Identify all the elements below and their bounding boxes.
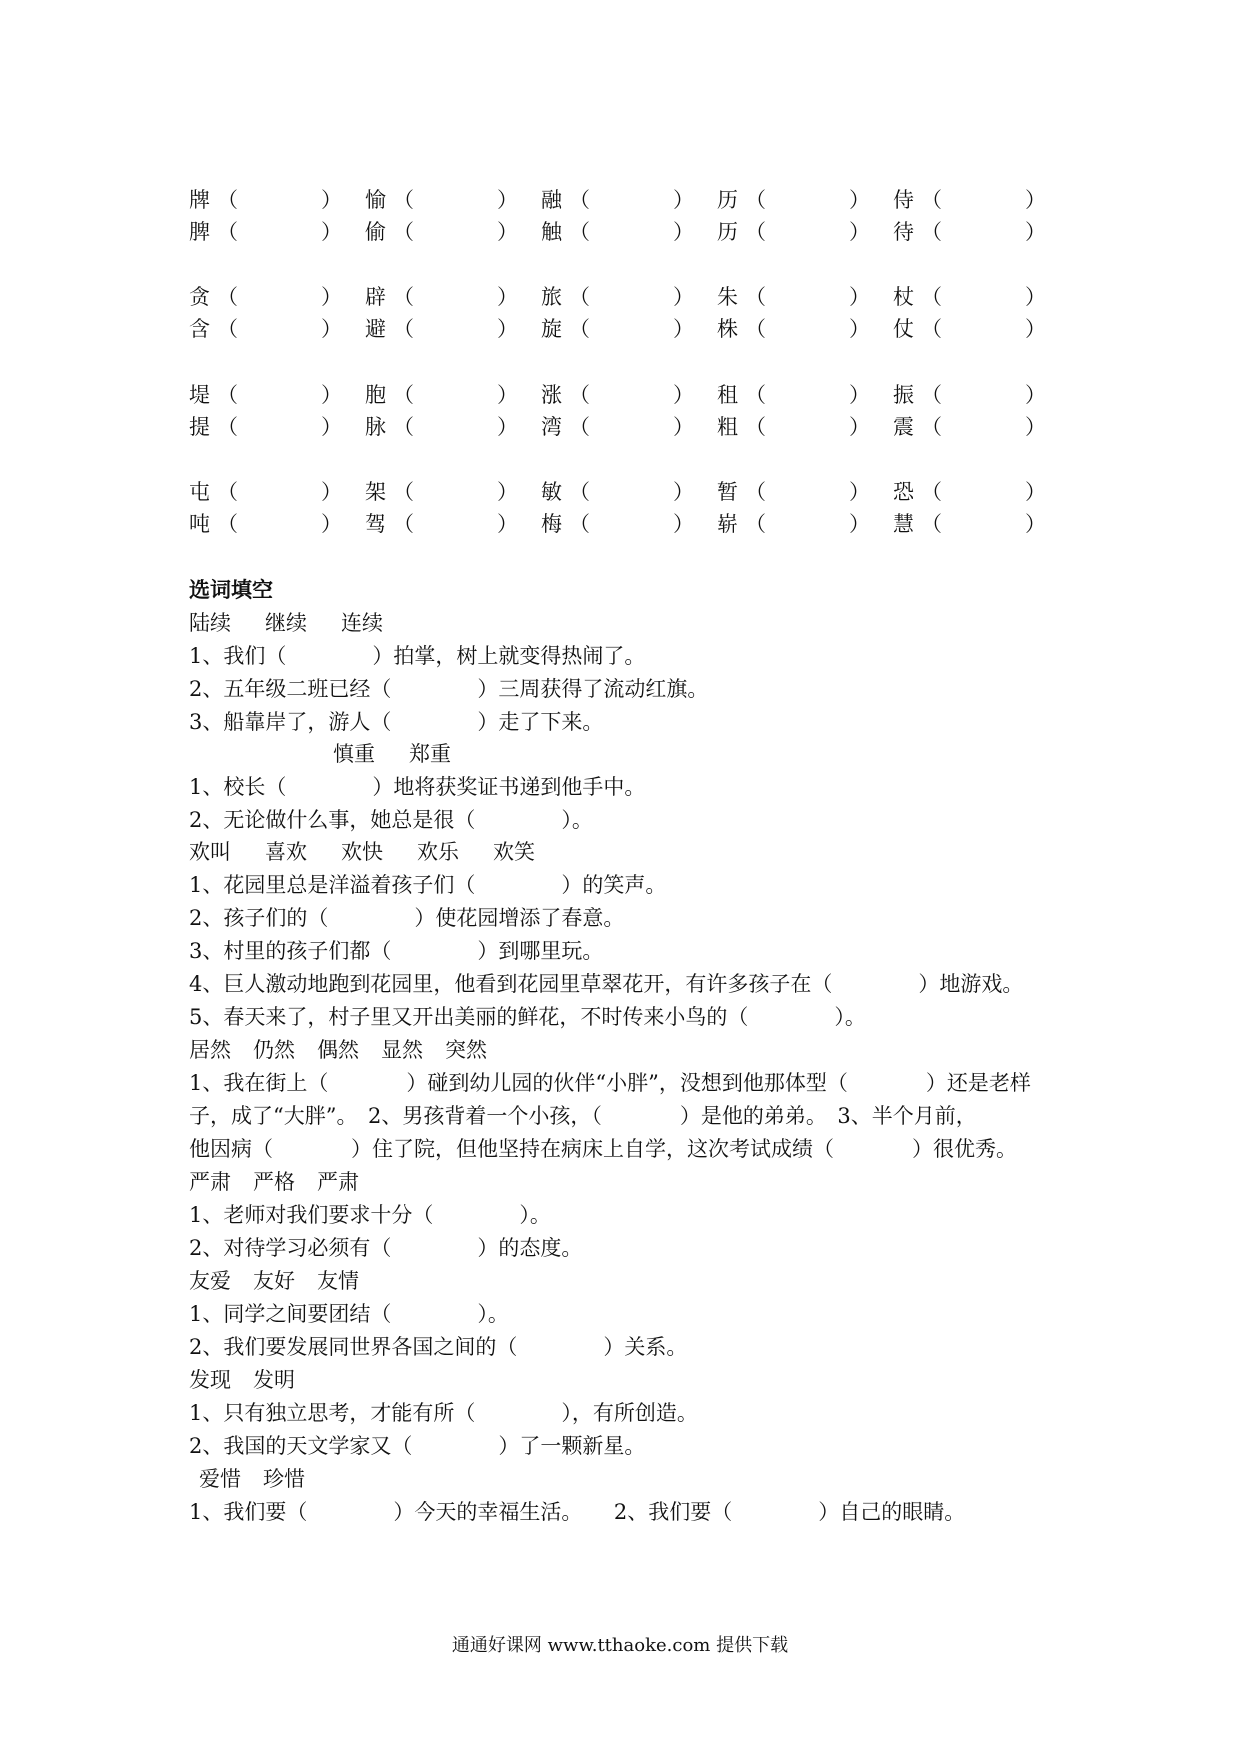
footer-text: 通通好课网 www.tthaoke.com 提供下载 xyxy=(451,1635,789,1656)
word-choice: 严肃 xyxy=(317,1170,359,1194)
sentence: 1、我们要（ ）今天的幸福生活。 2、我们要（ ）自己的眼睛。 xyxy=(189,1500,966,1524)
sentence: 3、船靠岸了，游人（ ）走了下来。 xyxy=(189,710,604,734)
sentence: 2、我们要发展同世界各国之间的（ ）关系。 xyxy=(189,1335,688,1359)
char-row: 吨 （ ） 驾 （ ） 梅 （ ） 崭 （ ） 慧 （ ） xyxy=(189,512,1046,536)
sentence: 1、只有独立思考，才能有所（ ），有所创造。 xyxy=(189,1401,698,1425)
sentence: 2、孩子们的（ ）使花园增添了春意。 xyxy=(189,906,625,930)
sentence: 1、老师对我们要求十分（ ）。 xyxy=(189,1203,551,1227)
word-choice: 友爱 xyxy=(189,1269,231,1293)
word-choice: 严肃 xyxy=(189,1170,231,1194)
sentence: 3、村里的孩子们都（ ）到哪里玩。 xyxy=(189,939,604,963)
word-choice: 友情 xyxy=(317,1269,359,1293)
word-choice: 发明 xyxy=(253,1368,295,1392)
sentence: 1、花园里总是洋溢着孩子们（ ）的笑声。 xyxy=(189,873,667,897)
word-choices xyxy=(189,1034,1089,1066)
word-choice: 喜欢 xyxy=(265,840,307,864)
sentence: 5、春天来了，村子里又开出美丽的鲜花，不时传来小鸟的（ ）。 xyxy=(189,1005,866,1029)
word-choices xyxy=(189,1166,1089,1198)
word-choices xyxy=(199,1463,1099,1495)
word-choice: 突然 xyxy=(445,1038,487,1062)
word-choice: 欢乐 xyxy=(417,840,459,864)
word-choice: 欢笑 xyxy=(493,840,535,864)
sentence: 1、同学之间要团结（ ）。 xyxy=(189,1302,509,1326)
sentence: 2、我国的天文学家又（ ）了一颗新星。 xyxy=(189,1434,646,1458)
sentence: 2、五年级二班已经（ ）三周获得了流动红旗。 xyxy=(189,677,709,701)
sentence: 1、我在街上（ ）碰到幼儿园的伙伴“小胖”，没想到他那体型（ ）还是老样 xyxy=(189,1071,1031,1095)
sentence: 子，成了“大胖”。 2、男孩背着一个小孩，（ ）是他的弟弟。 3、半个月前， xyxy=(189,1104,977,1128)
word-choices xyxy=(333,738,1233,770)
word-choices xyxy=(189,1364,1089,1396)
word-choices xyxy=(189,607,1089,639)
word-choices xyxy=(189,1265,1089,1297)
word-choices xyxy=(189,836,1089,868)
sentence: 4、巨人激动地跑到花园里，他看到花园里草翠花开，有许多孩子在（ ）地游戏。 xyxy=(189,972,1024,996)
word-choice: 慎重 xyxy=(333,742,375,766)
sentence: 他因病（ ）住了院，但他坚持在病床上自学，这次考试成绩（ ）很优秀。 xyxy=(189,1137,1017,1161)
char-row: 含 （ ） 避 （ ） 旋 （ ） 株 （ ） 仗 （ ） xyxy=(189,317,1046,341)
word-choice: 偶然 xyxy=(317,1038,359,1062)
sentence: 1、校长（ ）地将获奖证书递到他手中。 xyxy=(189,775,646,799)
word-choice: 继续 xyxy=(265,611,307,635)
char-row: 贪 （ ） 辟 （ ） 旅 （ ） 朱 （ ） 杖 （ ） xyxy=(189,285,1046,309)
char-row: 提 （ ） 脉 （ ） 湾 （ ） 粗 （ ） 震 （ ） xyxy=(189,415,1046,439)
section-title: 选词填空 xyxy=(189,577,273,602)
word-choice: 严格 xyxy=(253,1170,295,1194)
word-choice: 友好 xyxy=(253,1269,295,1293)
sentence: 2、对待学习必须有（ ）的态度。 xyxy=(189,1236,583,1260)
sentence: 2、无论做什么事，她总是很（ ）。 xyxy=(189,808,593,832)
char-row: 脾 （ ） 偷 （ ） 触 （ ） 历 （ ） 待 （ ） xyxy=(189,220,1046,244)
word-choice: 郑重 xyxy=(409,742,451,766)
word-choice: 珍惜 xyxy=(263,1467,305,1491)
word-choice: 仍然 xyxy=(253,1038,295,1062)
word-choice: 显然 xyxy=(381,1038,423,1062)
char-row: 堤 （ ） 胞 （ ） 涨 （ ） 租 （ ） 振 （ ） xyxy=(189,383,1046,407)
word-choice: 爱惜 xyxy=(199,1467,241,1491)
word-choice: 发现 xyxy=(189,1368,231,1392)
word-choice: 连续 xyxy=(341,611,383,635)
sentence: 1、我们（ ）拍掌，树上就变得热闹了。 xyxy=(189,644,646,668)
word-choice: 居然 xyxy=(189,1038,231,1062)
word-choice: 欢叫 xyxy=(189,840,231,864)
word-choice: 陆续 xyxy=(189,611,231,635)
word-choice: 欢快 xyxy=(341,840,383,864)
char-row: 屯 （ ） 架 （ ） 敏 （ ） 暂 （ ） 恐 （ ） xyxy=(189,480,1046,504)
char-row: 牌 （ ） 愉 （ ） 融 （ ） 历 （ ） 侍 （ ） xyxy=(189,188,1046,212)
